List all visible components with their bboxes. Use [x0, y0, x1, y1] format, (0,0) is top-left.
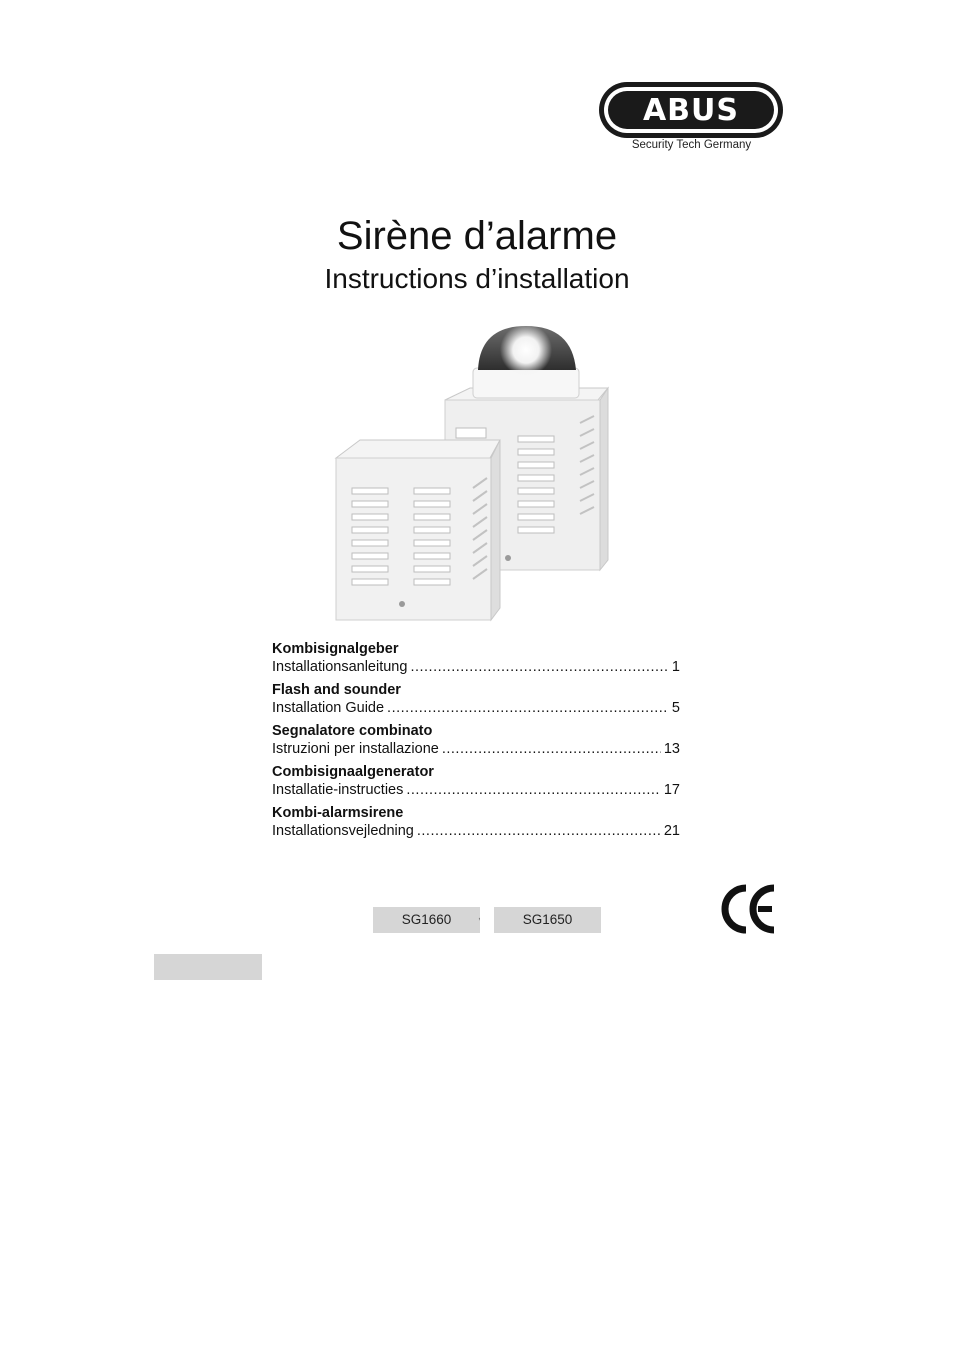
toc-page-number: 13	[663, 741, 680, 757]
model-label-sg1660: SG1660	[373, 907, 480, 933]
brand-tagline: Security Tech Germany	[631, 139, 752, 151]
siren-product-image	[328, 318, 624, 636]
ce-mark-icon	[720, 882, 778, 936]
separator-tick: ,	[478, 911, 481, 922]
table-of-contents	[272, 640, 680, 845]
toc-entry	[272, 681, 680, 717]
toc-entry	[272, 640, 680, 676]
abus-logo	[597, 80, 785, 140]
toc-entry	[272, 763, 680, 799]
toc-line	[272, 699, 680, 717]
toc-line	[272, 781, 680, 799]
toc-page-number: 17	[663, 782, 680, 798]
toc-heading: Kombi-alarmsirene	[272, 805, 404, 821]
toc-entry	[272, 804, 680, 840]
toc-label: Installatie-instructies	[272, 782, 404, 798]
toc-leader	[442, 740, 661, 758]
toc-label: Installationsvejledning	[272, 823, 414, 839]
toc-page-number: 5	[671, 700, 680, 716]
toc-leader	[417, 822, 661, 840]
toc-heading: Combisignaalgenerator	[272, 764, 434, 780]
toc-heading: Segnalatore combinato	[272, 723, 433, 739]
toc-line	[272, 658, 680, 676]
toc-line	[272, 740, 680, 758]
toc-label: Installationsanleitung	[272, 659, 408, 675]
page-title: Sirène d’alarme	[336, 214, 618, 258]
toc-entry	[272, 722, 680, 758]
toc-heading: Flash and sounder	[272, 682, 401, 698]
toc-leader	[410, 658, 668, 676]
gray-label-bar	[154, 954, 262, 980]
toc-heading: Kombisignalgeber	[272, 641, 399, 657]
logo-text: ABUS	[642, 93, 740, 128]
toc-page-number: 21	[663, 823, 680, 839]
toc-leader	[387, 699, 669, 717]
toc-page-number: 1	[671, 659, 680, 675]
toc-label: Installation Guide	[272, 700, 385, 716]
toc-label: Istruzioni per installazione	[272, 741, 439, 757]
toc-line	[272, 822, 680, 840]
toc-leader	[406, 781, 661, 799]
page-subtitle: Instructions d’installation	[324, 263, 630, 294]
model-label-sg1650: SG1650	[494, 907, 601, 933]
